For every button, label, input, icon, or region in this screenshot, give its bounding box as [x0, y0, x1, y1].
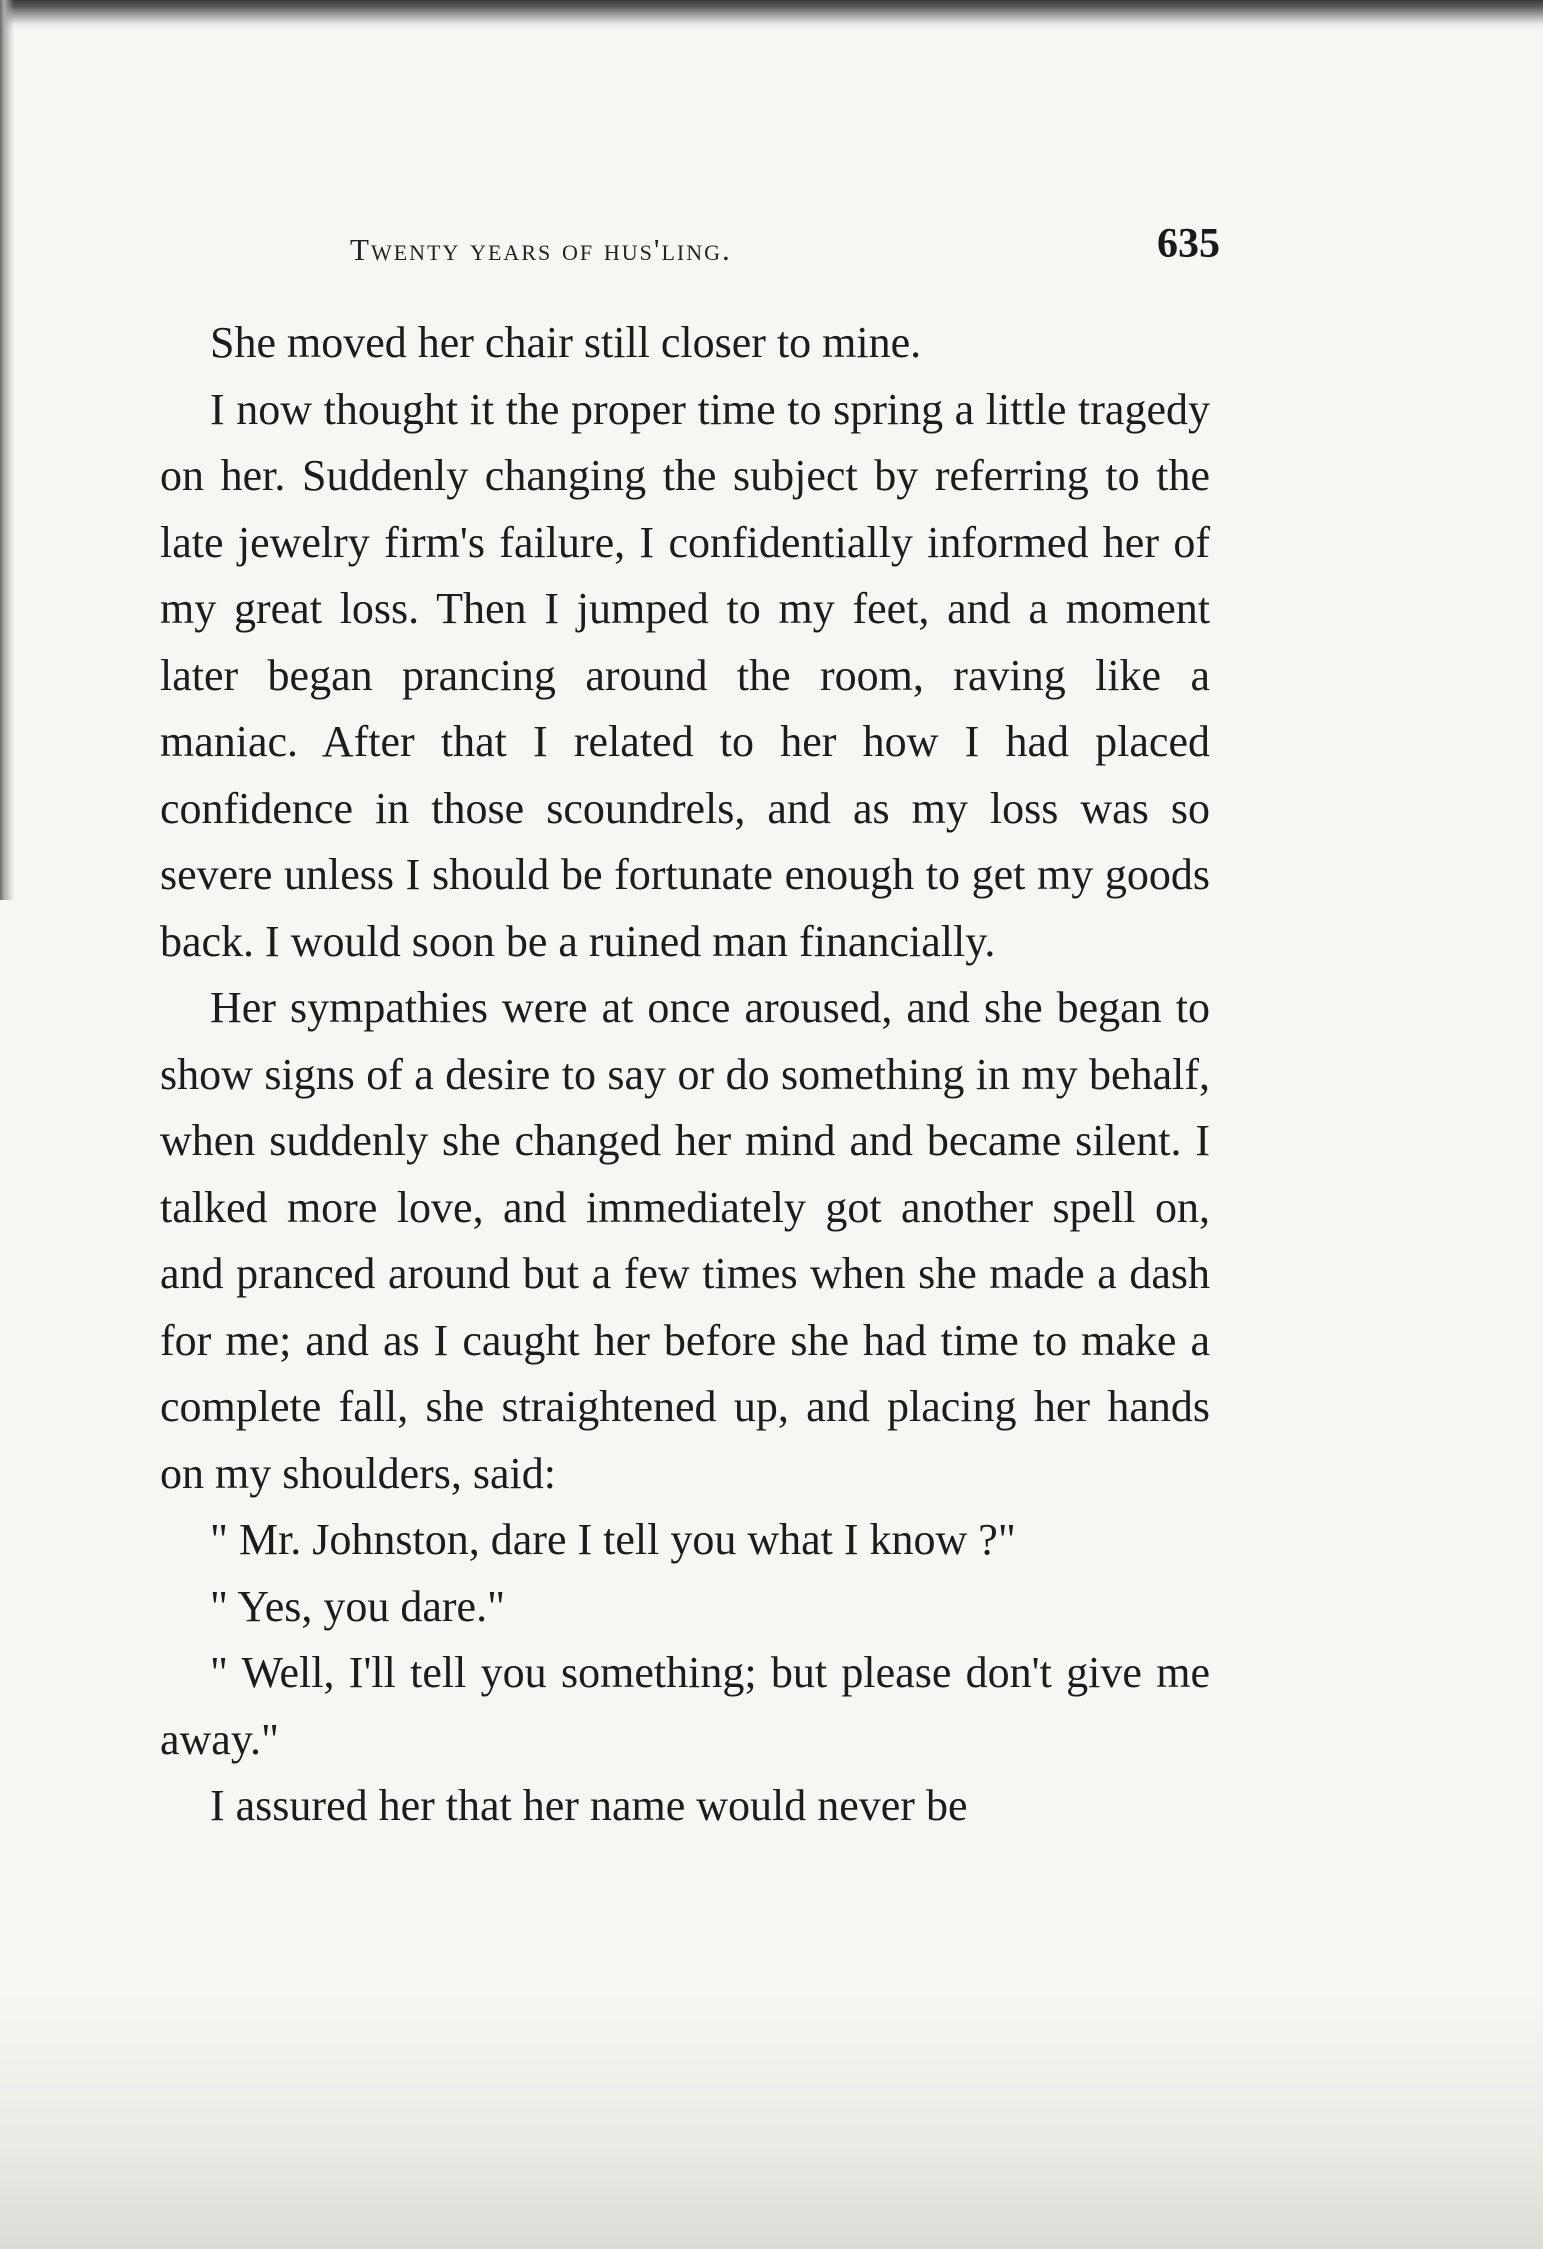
- paragraph: I assured her that her name would never be: [210, 1781, 968, 1830]
- scan-top-edge: [0, 0, 1543, 30]
- paragraph: I now thought it the proper time to spring a little tragedy on her. Suddenly changing the subject by referring to the late jewelry firm's failure, I confidentially informed her of my great loss. Then I jumped to my feet, and a moment later began prancing around the room, raving like a maniac. After that I related to her how I had placed confidence in those scoundrels, and as my loss was so severe unless I should be fortunate enough to get my goods back. I would soon be a ruined man financially.: [160, 384, 1210, 966]
- paragraph: She moved her chair still closer to mine.: [210, 318, 922, 367]
- body-text: [160, 310, 1210, 1840]
- scan-left-edge: [0, 0, 14, 900]
- running-head: [160, 220, 1220, 280]
- page-number: 635: [1157, 221, 1220, 267]
- paragraph: " Mr. Johnston, dare I tell you what I know ?": [210, 1515, 1016, 1564]
- running-title: Twenty years of hus'ling.: [350, 232, 732, 267]
- paragraph: " Well, I'll tell you something; but please don't give me away.": [160, 1648, 1210, 1764]
- paragraph: " Yes, you dare.": [210, 1581, 506, 1631]
- scan-bottom-noise: [0, 1989, 1543, 2249]
- paragraph: Her sympathies were at once aroused, and she began to show signs of a desire to say or do something in my behalf, when suddenly she changed her mind and became silent. I talked more love, and immediately got another spell on, and pranced around but a few times when she made a dash for me; and as I caught her before she had time to make a complete fall, she straightened up, and placing her hands on my shoulders, said:: [160, 983, 1210, 1498]
